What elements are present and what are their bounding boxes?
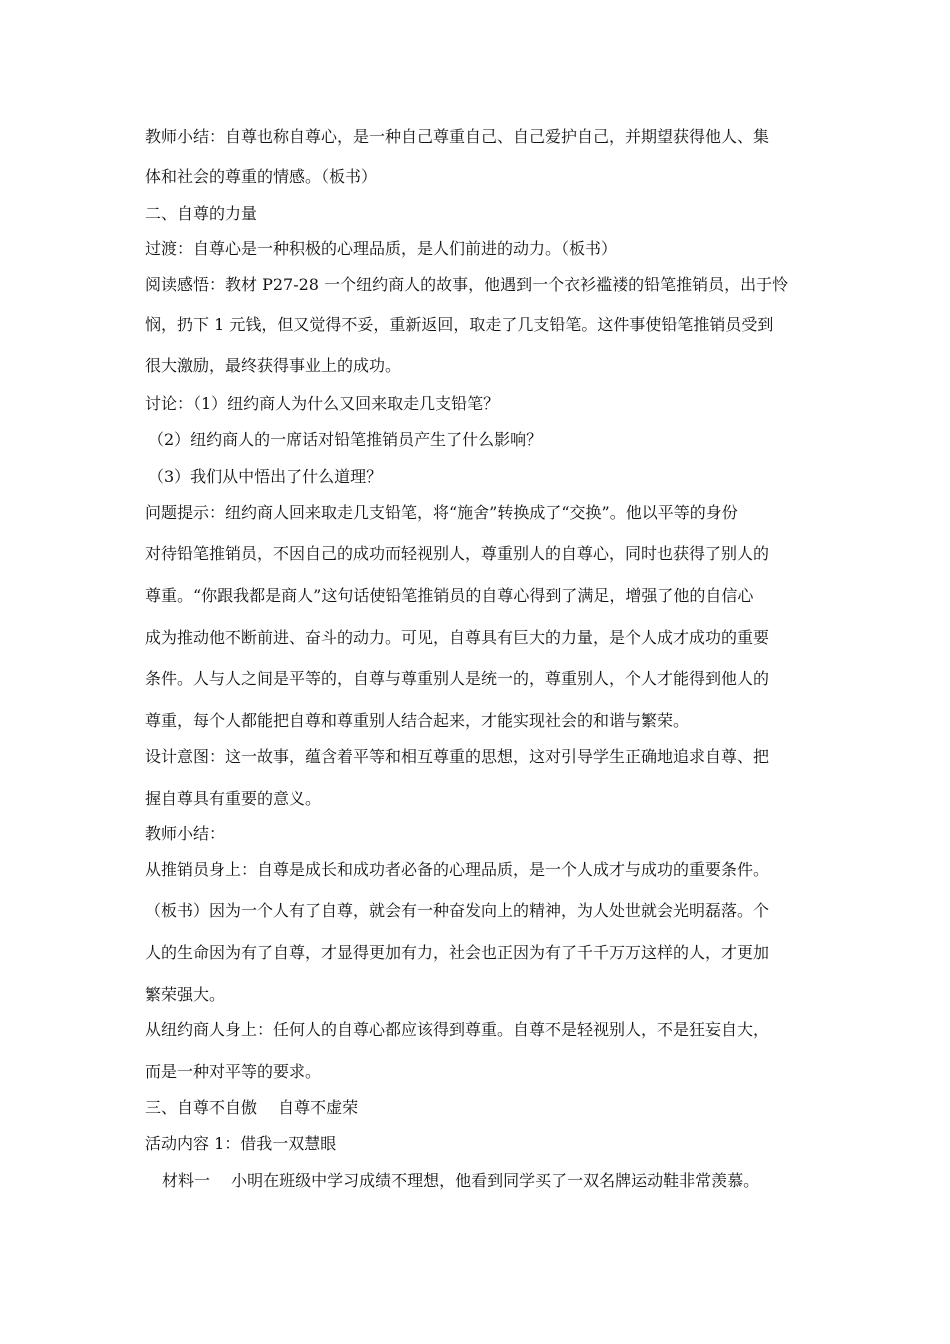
text-line: 人的生命因为有了自尊，才显得更加有力，社会也正因为有了千千万万这样的人，才更加 [145, 943, 770, 962]
text-line: 阅读感悟：教材 P27-28 一个纽约商人的故事，他遇到一个衣衫褴褛的铅笔推销员，出于怜 [145, 275, 789, 294]
text-line: 过渡：自尊心是一种积极的心理品质，是人们前进的动力。（板书） [145, 239, 618, 258]
text-line: 教师小结：自尊也称自尊心，是一种自己尊重自己、自己爱护自己，并期望获得他人、集 [145, 127, 770, 146]
text-line: 问题提示：纽约商人回来取走几支铅笔，将“施舍”转换成了“交换”。他以平等的身份 [145, 503, 738, 522]
text-line: 而是一种对平等的要求。 [145, 1062, 322, 1081]
text-line: 繁荣强大。 [145, 985, 226, 1004]
text-line: 教师小结： [145, 824, 226, 843]
text-line: 活动内容 1：借我一双慧眼 [145, 1134, 337, 1153]
text-line: 条件。人与人之间是平等的，自尊与尊重别人是统一的，尊重别人，个人才能得到他人的 [145, 669, 770, 688]
text-line: （2）纽约商人的一席话对铅笔推销员产生了什么影响？ [148, 430, 543, 449]
text-line: 对待铅笔推销员，不因自己的成功而轻视别人，尊重别人的自尊心，同时也获得了别人的 [145, 544, 770, 563]
text-line: （板书）因为一个人有了自尊，就会有一种奋发向上的精神，为人处世就会光明磊落。个 [145, 901, 770, 920]
text-line: 很大激励，最终获得事业上的成功。 [145, 356, 402, 375]
section-heading: 二、自尊的力量 [145, 204, 258, 223]
text-line: 握自尊具有重要的意义。 [145, 789, 322, 808]
text-line: 材料一 小明在班级中学习成绩不理想，他看到同学买了一双名牌运动鞋非常羡慕。 [162, 1171, 760, 1190]
text-line: 讨论：（1）纽约商人为什么又回来取走几支铅笔？ [145, 394, 500, 413]
text-line: 从纽约商人身上：任何人的自尊心都应该得到尊重。自尊不是轻视别人，不是狂妄自大， [145, 1020, 770, 1039]
text-line: 尊重。“你跟我都是商人”这句话使铅笔推销员的自尊心得到了满足，增强了他的自信心 [145, 586, 754, 605]
section-heading: 三、自尊不自傲 自尊不虚荣 [145, 1098, 359, 1117]
text-line: 成为推动他不断前进、奋斗的动力。可见，自尊具有巨大的力量，是个人成才成功的重要 [145, 628, 770, 647]
text-line: （3）我们从中悟出了什么道理？ [148, 467, 383, 486]
text-line: 设计意图：这一故事，蕴含着平等和相互尊重的思想，这对引导学生正确地追求自尊、把 [145, 747, 770, 766]
text-line: 体和社会的尊重的情感。（板书） [145, 167, 378, 186]
text-line: 悯，扔下 1 元钱，但又觉得不妥，重新返回，取走了几支铅笔。这件事使铅笔推销员受到 [145, 315, 774, 334]
text-line: 从推销员身上：自尊是成长和成功者必备的心理品质，是一个人成才与成功的重要条件。 [145, 860, 770, 879]
text-line: 尊重，每个人都能把自尊和尊重别人结合起来，才能实现社会的和谐与繁荣。 [145, 711, 690, 730]
